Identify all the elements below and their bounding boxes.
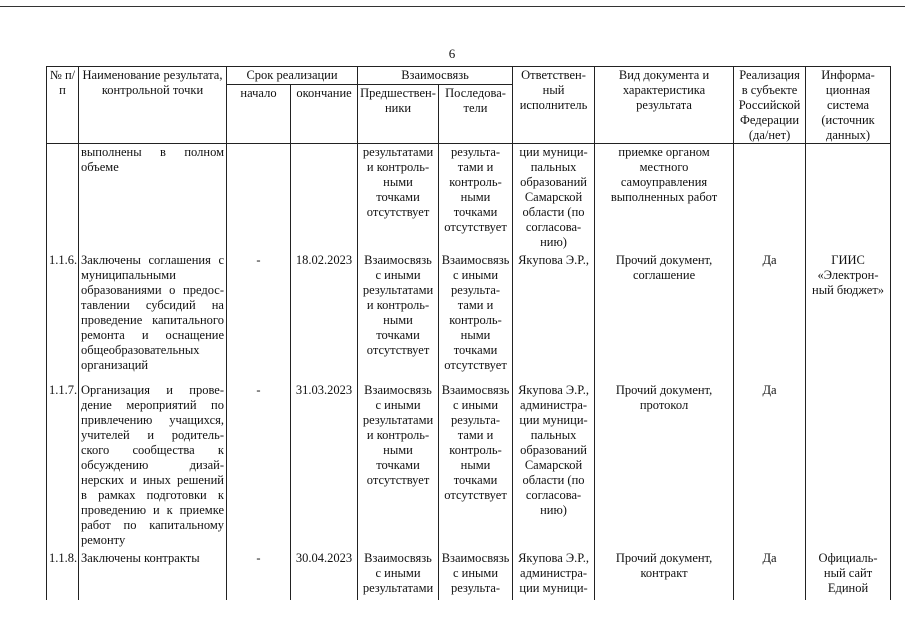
header-predecessors: Предшествен- ники <box>358 85 439 144</box>
row-end: 30.04.2023 <box>291 548 358 600</box>
row-successors: Взаимосвязь с иными результа- <box>439 548 513 600</box>
row-region: Да <box>734 548 806 600</box>
row-name: выполнены в полном объеме <box>79 144 227 251</box>
row-successors: результа- тами и контроль- ными точками отсутствует <box>439 144 513 251</box>
row-successors: Взаимосвязь с иными результа- тами и контроль- ными точками отсутствует <box>439 380 513 548</box>
row-responsible: Якупова Э.Р., администра- ции муници- <box>513 548 595 600</box>
table-row-1-1-6 <box>47 250 891 380</box>
header-info-system: Информа- ционная система (источник данных) <box>806 67 891 144</box>
page-top-rule <box>0 6 905 7</box>
row-predecessors: Взаимосвязь с иными результатами и контроль- ными точками отсутствует <box>358 380 439 548</box>
row-info-system <box>806 380 891 548</box>
header-end: окончание <box>291 85 358 144</box>
row-responsible: ции муници- пальных образований Самарской области (по согласова- нию) <box>513 144 595 251</box>
row-start: - <box>227 548 291 600</box>
row-num: 1.1.6. <box>47 250 79 380</box>
header-period: Срок реализации <box>227 67 358 85</box>
row-num: 1.1.8. <box>47 548 79 600</box>
header-num: № п/п <box>47 67 79 144</box>
header-start: начало <box>227 85 291 144</box>
results-table <box>46 66 891 600</box>
row-num: 1.1.7. <box>47 380 79 548</box>
row-region: Да <box>734 380 806 548</box>
header-row-top <box>47 67 891 85</box>
row-region <box>734 144 806 251</box>
header-relation: Взаимосвязь <box>358 67 513 85</box>
row-info-system: Официаль- ный сайт Единой <box>806 548 891 600</box>
row-num <box>47 144 79 251</box>
row-end <box>291 144 358 251</box>
row-info-system <box>806 144 891 251</box>
row-responsible: Якупова Э.Р., администра- ции муници- пальных образований Самарской области (по согласова- нию) <box>513 380 595 548</box>
row-name: Организация и прове- дение мероприятий по привлечению учащихся, учителей и родитель- ского сообщества к обсуждению дизай- нерских и иных решений в рамках подготовки к проведению и к приемке работ по капитальному ремонту <box>79 380 227 548</box>
row-end: 31.03.2023 <box>291 380 358 548</box>
header-doc-type: Вид документа и характеристика результата <box>595 67 734 144</box>
row-predecessors: Взаимосвязь с иными результатами <box>358 548 439 600</box>
row-region: Да <box>734 250 806 380</box>
row-start <box>227 144 291 251</box>
row-predecessors: Взаимосвязь с иными результатами и контроль- ными точками отсутствует <box>358 250 439 380</box>
header-responsible: Ответствен- ный исполнитель <box>513 67 595 144</box>
row-start: - <box>227 380 291 548</box>
row-name: Заключены соглашения с муниципальными образованиями о предос- тавлении субсидий на проведение капитального ремонта и оснащение общеобразовательных организаций <box>79 250 227 380</box>
row-successors: Взаимосвязь с иными результа- тами и контроль- ными точками отсутствует <box>439 250 513 380</box>
table-row-1-1-8 <box>47 548 891 600</box>
row-doc-type: Прочий документ, соглашение <box>595 250 734 380</box>
table-row-continued <box>47 144 891 251</box>
row-doc-type: Прочий документ, протокол <box>595 380 734 548</box>
row-doc-type: приемке органом местного самоуправления выполненных работ <box>595 144 734 251</box>
row-predecessors: результатами и контроль- ными точками отсутствует <box>358 144 439 251</box>
row-responsible: Якупова Э.Р., <box>513 250 595 380</box>
header-region: Реализация в субъекте Российской Федерации (да/нет) <box>734 67 806 144</box>
row-name: Заключены контракты <box>79 548 227 600</box>
header-name: Наименование результата, контрольной точки <box>79 67 227 144</box>
row-info-system: ГИИС «Электрон- ный бюджет» <box>806 250 891 380</box>
row-start: - <box>227 250 291 380</box>
row-end: 18.02.2023 <box>291 250 358 380</box>
row-doc-type: Прочий документ, контракт <box>595 548 734 600</box>
page-number: 6 <box>448 46 456 61</box>
table-row-1-1-7 <box>47 380 891 548</box>
header-successors: Последова- тели <box>439 85 513 144</box>
